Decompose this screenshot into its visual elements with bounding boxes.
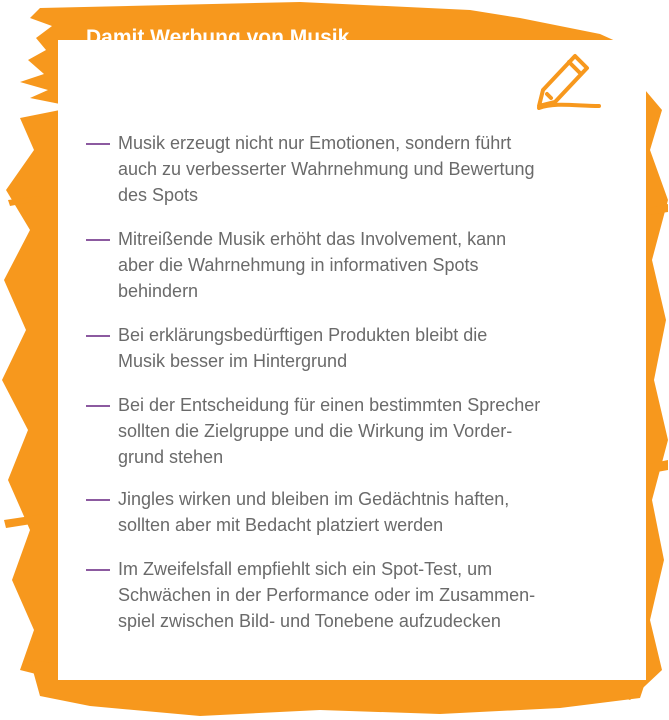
item-text-line: sollten die Zielgruppe und die Wirkung im Vorder- [118,421,513,441]
card-title-line-2: optimal profitiert [86,51,253,74]
item-text-line: Bei erklärungsbedürftigen Produkten bleibt die [118,325,488,345]
item-text-line: Musik erzeugt nicht nur Emotionen, sondern führt [118,133,512,153]
dash-marker [86,499,110,501]
dash-marker [86,335,110,337]
dash-marker [86,569,110,571]
item-text-line: grund stehen [118,447,224,467]
card-title-line-1: Damit Werbung von Musik [86,26,350,49]
list-item [86,486,606,538]
item-text-line: Schwächen in der Performance oder im Zusammen- [118,585,536,605]
item-text-line: Jingles wirken und bleiben im Gedächtnis haften, [118,489,510,509]
dash-marker [86,143,110,145]
item-text-line: aber die Wahrnehmung in informativen Spots [118,255,479,275]
list-item [86,392,606,470]
list-item [86,226,606,304]
item-text-line: Im Zweifelsfall empfiehlt sich ein Spot-Test, um [118,559,493,579]
item-text-line: des Spots [118,185,199,205]
card-title [86,25,446,75]
list-item [86,556,606,634]
item-text-line: spiel zwischen Bild- und Tonebene aufzudecken [118,611,501,631]
item-text-line: Mitreißende Musik erhöht das Involvement, kann [118,229,507,249]
item-text-line: auch zu verbesserter Wahrnehmung und Bewertung [118,159,535,179]
dash-marker [86,239,110,241]
item-text-line: behindern [118,281,199,301]
list-item [86,322,606,374]
dash-marker [86,405,110,407]
item-text-line: Musik besser im Hintergrund [118,351,348,371]
tips-list [86,130,606,652]
item-text-line: sollten aber mit Bedacht platziert werden [118,515,444,535]
pencil-icon [531,44,603,110]
list-item [86,130,606,208]
item-text-line: Bei der Entscheidung für einen bestimmten Sprecher [118,395,541,415]
